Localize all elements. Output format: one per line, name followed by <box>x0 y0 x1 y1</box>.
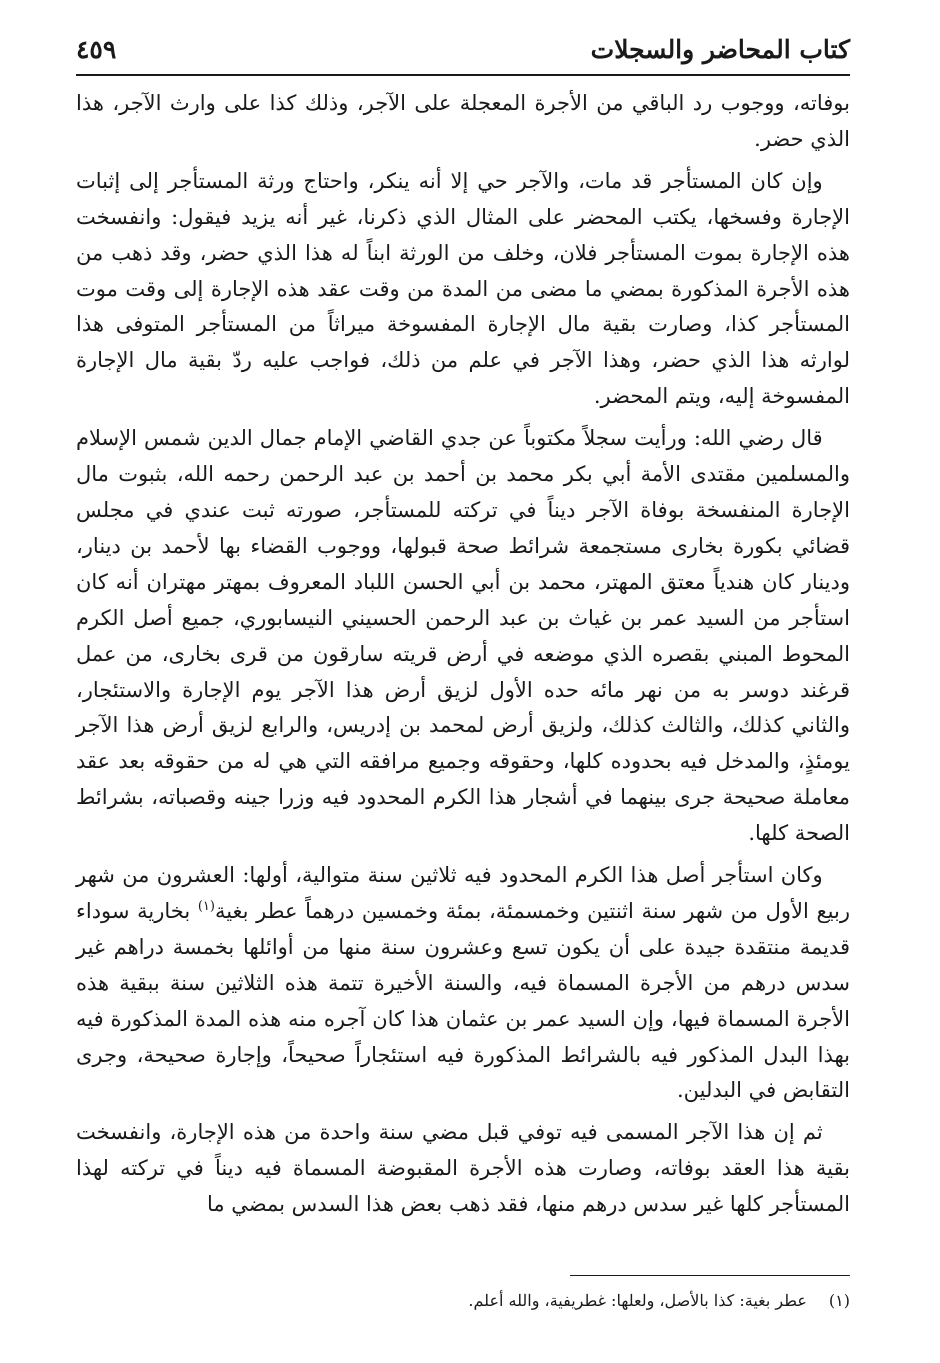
paragraph-4 <box>76 858 850 1109</box>
paragraph-1: بوفاته، ووجوب رد الباقي من الأجرة المعجلة على الآجر، وذلك كذا على وارث الآجر، هذا الذي حضر. <box>76 91 850 151</box>
footnote-rule <box>570 1275 850 1276</box>
page-number: ٤٥٩ <box>76 35 117 64</box>
running-head <box>76 30 850 70</box>
main-text <box>76 86 850 1223</box>
header-rule <box>76 74 850 76</box>
footnote <box>76 1288 850 1314</box>
paragraph-5: ثم إن هذا الآجر المسمى فيه توفي قبل مضي سنة واحدة من هذه الإجارة، وانفسخت بقية هذا العقد بوفاته، وصارت هذه الأجرة المقبوضة المسماة فيه ديناً في تركته لهذا المستأجر كلها غير سدس درهم منها، فقد ذهب بعض هذا السدس بمضي ما <box>76 1120 850 1217</box>
footnote-number: (١) <box>828 1291 850 1311</box>
paragraph-3: قال رضي الله: ورأيت سجلاً مكتوباً عن جدي القاضي الإمام جمال الدين شمس الإسلام والمسلمين مقتدى الأمة أبي بكر محمد بن أحمد بن عبد الرحمن رحمه الله، بثبوت مال الإجارة المنفسخة بوفاة الآجر ديناً في تركته للمستأجر، صورته ثبت عندي في مجلس قضائي بكورة بخارى مستجمعة شرائط صحة قبولها، ووجوب القضاء بها لأحمد بن دينار، ودينار كان هندياً معتق المهتر، محمد بن أبي الحسن اللباد المعروف بمهتر مهتران أنه كان استأجر من السيد عمر بن غياث بن عبد الرحمن الحسيني النيسابوري، جميع أصل الكرم المحوط المبني بقصره الذي موضعه في أرض قريته سارقون من قرى بخارى، من عمل قرغند دوسر به من نهر مائه حده الأول لزيق أرض هذا الآجر يوم الإجارة والاستئجار، والثاني كذلك، والثالث كذلك، ولزيق أرض لمحمد بن إدريس، والرابع لزيق أرض هذا الآجر يومئذٍ، والمدخل فيه بحدوده كلها، وحقوقه وجميع مرافقه التي هي له من حقوقه بعد عقد معاملة صحيحة جرى بينهما في أشجار هذا الكرم المحدود فيه وزرا جينه وقصباته، بشرائط الصحة كلها. <box>76 426 850 846</box>
paragraph-4-start: وكان استأجر أصل هذا الكرم المحدود فيه ثلاثين سنة متوالية، أولها: العشرون من شهر ربيع الأول من شهر سنة اثنتين وخمسمئة، بمئة وخمسين درهماً عطر بغية <box>76 863 850 923</box>
running-title: كتاب المحاضر والسجلات <box>590 35 850 64</box>
footnote-text: عطر بغية: كذا بالأصل، ولعلها: غطريفية، والله أعلم. <box>468 1291 807 1311</box>
paragraph-4-end: بخارية سوداء قديمة منتقدة جيدة على أن يكون تسع وعشرون سنة منها من أوائلها بخمسة دراهم غير سدس درهم من الأجرة المسماة فيه، والسنة الأخيرة تتمة هذه الثلاثين سنة ببقية هذه الأجرة المسماة فيها، وإن السيد عمر بن عثمان هذا كان آجره منه هذه المدة المذكورة فيه بهذا البدل المذكور فيه بالشرائط المذكورة فيه استئجاراً صحيحاً، وإجارة صحيحة، وجرى التقابض في البدلين. <box>76 898 850 1103</box>
footnote-marker: (١) <box>197 898 215 914</box>
paragraph-2: وإن كان المستأجر قد مات، والآجر حي إلا أنه ينكر، واحتاج ورثة المستأجر إلى إثبات الإجارة وفسخها، يكتب المحضر على المثال الذي ذكرنا، غير أنه يزيد فيقول: وانفسخت هذه الإجارة بموت المستأجر فلان، وخلف من الورثة ابناً له هذا الذي حضر، وقد ذهب من هذه الأجرة المذكورة بمضي ما مضى من المدة من وقت عقد هذه الإجارة إلى وقت موت المستأجر كذا، وصارت بقية مال الإجارة المفسوخة ميراثاً من المستأجر المتوفى هذا لوارثه هذا الذي حضر، وهذا الآجر في علم من ذلك، فواجب عليه ردّ بقية مال الإجارة المفسوخة إليه، ويتم المحضر. <box>76 168 850 409</box>
